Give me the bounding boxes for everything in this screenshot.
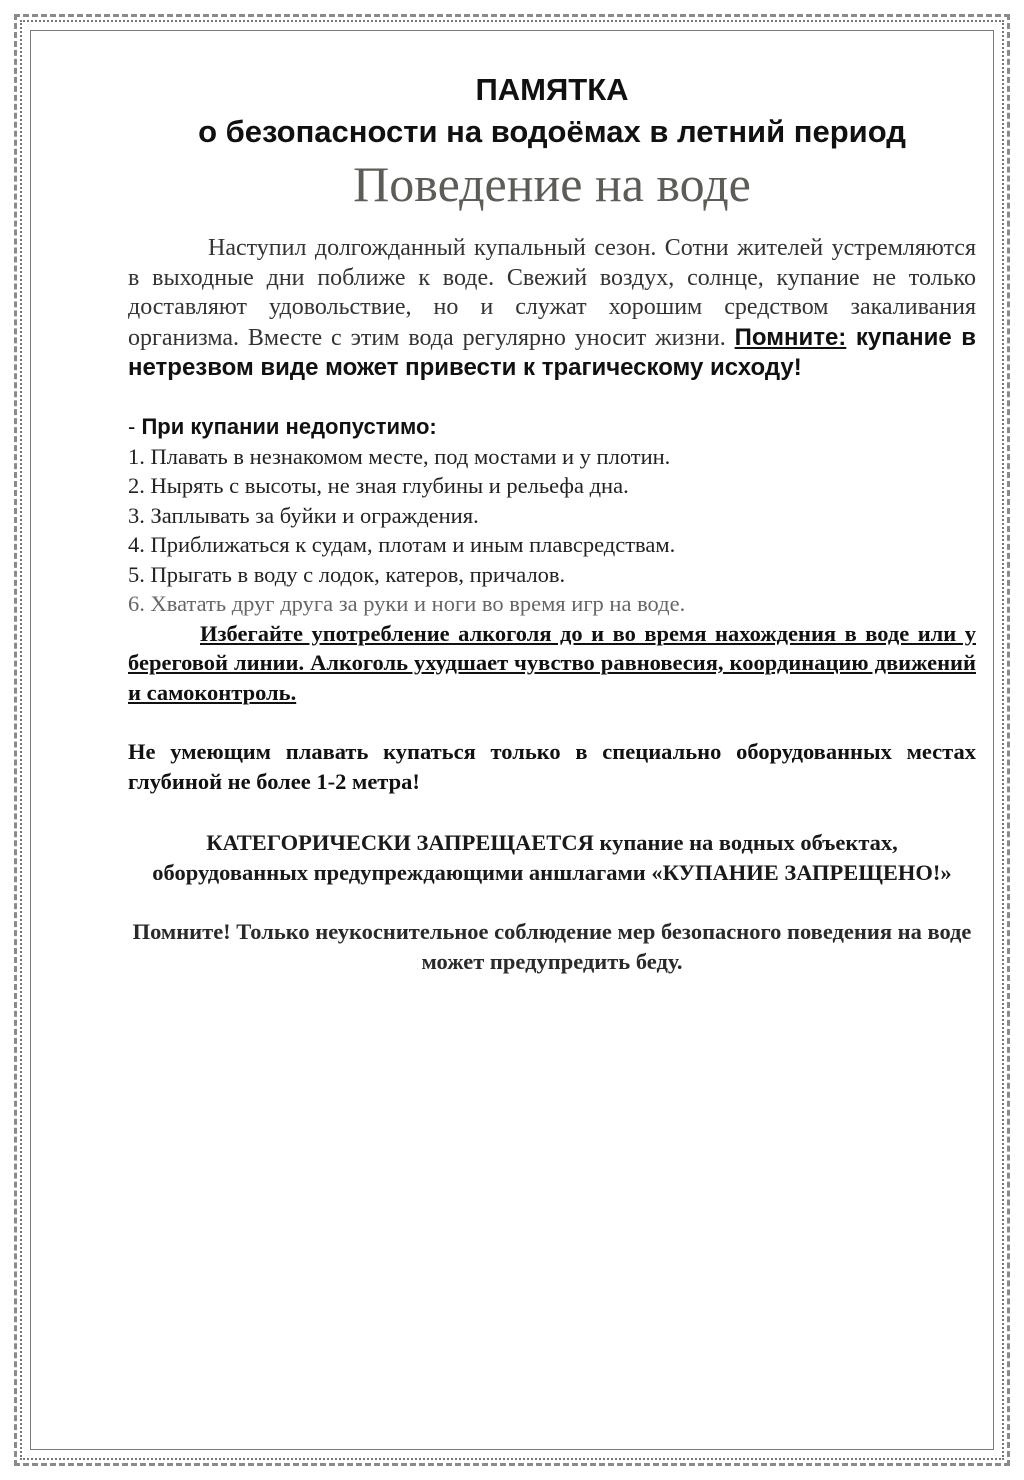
- intro-warning: купание в нетрезвом виде может привести к трагическому исходу!: [128, 323, 977, 381]
- list-item: 3. Заплывать за буйки и ограждения.: [128, 502, 479, 528]
- memo-subtitle: о безопасности на водоёмах в летний период: [198, 114, 906, 149]
- prohibited-list: [128, 442, 976, 619]
- memo-page: [128, 70, 976, 976]
- list-heading-text: При купании недопустимо:: [141, 413, 437, 439]
- forbidden-notice: КАТЕГОРИЧЕСКИ ЗАПРЕЩАЕТСЯ купание на водных объектах, оборудованных предупреждающими аншлагами «КУПАНИЕ ЗАПРЕЩЕНО!»: [152, 830, 952, 885]
- remember-label: Помните:: [734, 323, 847, 351]
- section-heading: Поведение на воде: [353, 156, 751, 212]
- list-item: 4. Приближаться к судам, плотам и иным плавсредствам.: [128, 532, 676, 557]
- list-dash: -: [128, 413, 142, 439]
- non-swimmers-note: Не умеющим плавать купаться только в специально оборудованных местах глубиной не более 1-2 метра!: [128, 739, 976, 794]
- list-item: 1. Плавать в незнакомом месте, под мостами и у плотин.: [128, 443, 671, 469]
- intro-text: Наступил долгожданный купальный сезон. Сотни жителей устремляются в выходные дни поближе к воде. Свежий воздух, солнце, купание не только доставляют удовольствие, но и служат хорошим средством закаливания организма. Вместе с этим вода регулярно уносит жизни.: [128, 235, 976, 351]
- final-reminder: Помните! Только неукоснительное соблюдение мер безопасного поведения на воде может предупредить беду.: [132, 919, 972, 974]
- intro-paragraph: [128, 234, 976, 384]
- list-item: 2. Нырять с высоты, не зная глубины и рельефа дна.: [128, 473, 629, 498]
- memo-title: ПАМЯТКА: [475, 72, 629, 107]
- alcohol-warning: Избегайте употребление алкоголя до и во время нахождения в воде или у береговой линии. Алкоголь ухудшает чувство равновесия, координацию движений и самоконтроль.: [128, 620, 976, 705]
- list-heading: [128, 412, 976, 442]
- list-item: 6. Хватать друг друга за руки и ноги во время игр на воде.: [128, 591, 686, 616]
- list-item: 5. Прыгать в воду с лодок, катеров, причалов.: [128, 561, 566, 587]
